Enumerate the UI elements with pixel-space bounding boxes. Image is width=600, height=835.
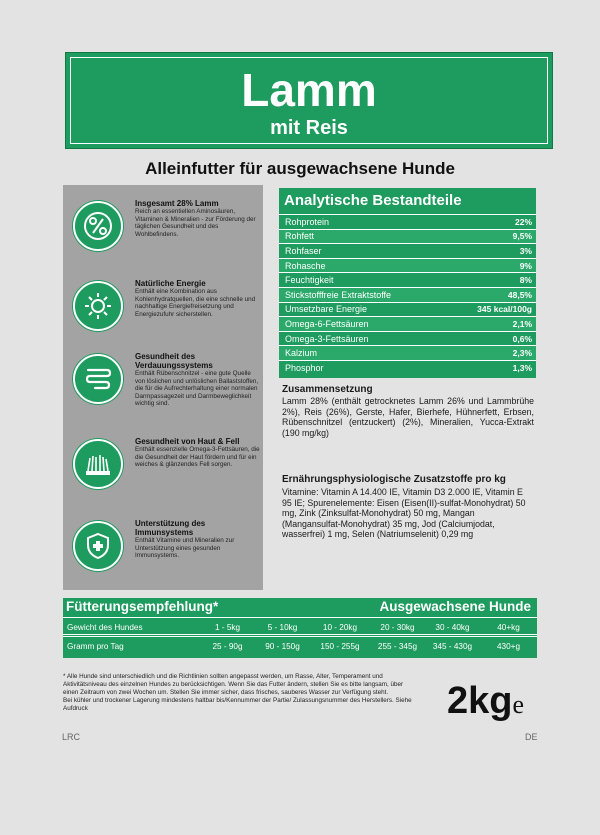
- benefits-panel: [63, 185, 263, 590]
- benefit-desc: Reich an essentiellen Aminosäuren, Vitaminen & Mineralien - zur Förderung der täglichen Gesundheit und des Wohlbefindens.: [135, 208, 256, 238]
- additives-text: Vitamine: Vitamin A 14.400 IE, Vitamin D3 2.000 IE, Vitamin E 95 IE; Spurenelemente: Eisen (Eisen(II)-sulfat-Monohydrat) 50 mg, Zink (Zinksulfat-Monohydrat) 50 mg, Mangan (Mangansulfat-Monohydrat) 35 mg, Jod (Calciumjodat, wasserfrei) 1 mg, Selen (Natriumselenit) 0,29 mg: [282, 487, 526, 540]
- row-label: Rohasche: [285, 260, 326, 271]
- row-label: Phosphor: [285, 362, 324, 373]
- row-label: Omega-3-Fettsäuren: [285, 333, 369, 344]
- table-row: [279, 331, 536, 346]
- weight-label: Gewicht des Hundes: [67, 622, 143, 632]
- footer-left-code: LRC: [62, 732, 81, 742]
- amount-cell: 90 - 150g: [265, 641, 300, 651]
- row-value: 48,5%: [507, 289, 532, 300]
- amount-cell: 25 - 90g: [212, 641, 243, 651]
- fur-icon: [73, 439, 123, 489]
- benefit-title: Unterstützung des Immunsystems: [135, 519, 206, 537]
- additives-title: Ernährungsphysiologische Zusatzstoffe pro kg: [282, 474, 506, 485]
- table-row: [279, 316, 536, 331]
- benefit-desc: Enthält Vitamine und Mineralien zur Unterstützung eines gesunden Immunsystems.: [135, 537, 235, 560]
- table-row: [279, 258, 536, 273]
- row-value: 9,5%: [512, 231, 532, 242]
- weight-cell: 5 - 10kg: [267, 622, 298, 632]
- sun-icon: [73, 281, 123, 331]
- table-row: [279, 302, 536, 317]
- amount-cell: 255 - 345g: [377, 641, 418, 651]
- analytic-table: [279, 188, 536, 378]
- weight-cell: 40+kg: [497, 622, 520, 632]
- benefit-desc: Enthält Rübenschnitzel - eine gute Quelle von löslichen und unlöslichen Ballaststoffen, die für die Aufrechterhaltung einer normalen Darmpassagezeit und Darmbeweglichkeit wichtig sind.: [135, 370, 259, 408]
- row-value: 2,1%: [512, 318, 532, 329]
- estimated-mark: e: [512, 690, 525, 719]
- feeding-title: Fütterungsempfehlung*: [66, 599, 219, 614]
- row-label: Rohfett: [285, 231, 315, 242]
- row-value: 345 kcal/100g: [477, 304, 532, 315]
- row-label: Stickstofffreie Extraktstoffe: [285, 289, 392, 300]
- shield-icon: [73, 521, 123, 571]
- row-label: Rohprotein: [285, 216, 330, 227]
- product-subtitle: mit Reis: [270, 117, 348, 139]
- feeding-subtitle: Ausgewachsene Hunde: [379, 599, 531, 614]
- weight-cell: 1 - 5kg: [214, 622, 241, 632]
- feeding-header: [63, 598, 537, 617]
- footnote: [63, 673, 418, 713]
- table-row: [279, 345, 536, 360]
- row-label: Omega-6-Fettsäuren: [285, 318, 369, 329]
- benefit-desc: Enthält essenzielle Omega-3-Fettsäuren, die die Gesundheit der Haut fördern und für ein weiches & glänzendes Fell sorgen.: [135, 446, 260, 469]
- table-row: [279, 272, 536, 287]
- composition-text: Lamm 28% (enthält getrocknetes Lamm 26% und Lammbrühe 2%), Reis (26%), Gerste, Hafer, Bierhefe, Hühnerfett, Erbsen, Rübenschnitzel (entzuckert) (2%), Mineralien, Yucca-Extrakt (190 mg/kg): [282, 396, 534, 438]
- benefit-desc: Enthält eine Kombination aus Kohlenhydratquellen, die eine schnelle und nachhaltige Energiefreisetzung und Energiezufuhr sicherstellen.: [135, 288, 256, 318]
- amount-cell: 150 - 255g: [320, 641, 360, 651]
- benefit-title: Gesundheit des Verdauungssystems: [135, 352, 213, 370]
- amount-label: Gramm pro Tag: [67, 641, 124, 651]
- weight-cell: 30 - 40kg: [435, 622, 470, 632]
- product-header: [65, 52, 553, 149]
- row-value: 0,6%: [512, 333, 532, 344]
- net-weight: [447, 680, 524, 726]
- product-tagline: Alleinfutter für ausgewachsene Hunde: [145, 159, 455, 178]
- percent-icon: [73, 201, 123, 251]
- intestine-icon: [73, 354, 123, 404]
- row-value: 9%: [519, 260, 532, 271]
- amount-cell: 430+g: [497, 641, 520, 651]
- product-title: Lamm: [241, 64, 377, 116]
- table-row: [279, 214, 536, 229]
- weight-cell: 10 - 20kg: [322, 622, 358, 632]
- table-row: [279, 229, 536, 244]
- footnote-storage: Bei kühler und trockener Lagerung mindestens haltbar bis/Kennummer der Partie/ Zulassungsnummer des Herstellers. Siehe Aufdruck: [63, 696, 412, 712]
- weight-cell: 20 - 30kg: [380, 622, 415, 632]
- row-value: 2,3%: [512, 348, 532, 359]
- table-row: [279, 360, 536, 375]
- row-label: Kalzium: [285, 348, 318, 359]
- feeding-table: [63, 598, 537, 658]
- table-row: [63, 636, 537, 655]
- analytic-title: Analytische Bestandteile: [279, 188, 536, 214]
- row-label: Rohfaser: [285, 245, 322, 256]
- weight-value: 2kg: [447, 680, 513, 722]
- benefit-title: Natürliche Energie: [135, 279, 206, 288]
- benefit-title: Insgesamt 28% Lamm: [135, 199, 219, 208]
- footnote-main: * Alle Hunde sind unterschiedlich und die Richtlinien sollten angepasst werden, um Rasse, Alter, Temperament und Aktivitätsniveau des einzelnen Hundes zu berücksichtigen. Wenn Sie das Futter ändern, stellen Sie es bitte langsam, über einen Zeitraum von zwei Wochen um. Stellen Sie immer sicher, dass frisches, sauberes Wasser zur Verfügung steht.: [63, 673, 404, 696]
- table-row: [279, 287, 536, 302]
- table-row: [279, 243, 536, 258]
- row-value: 1,3%: [512, 362, 532, 373]
- row-value: 22%: [514, 216, 532, 227]
- row-label: Umsetzbare Energie: [285, 304, 368, 315]
- row-value: 8%: [519, 275, 532, 286]
- footer-country-code: DE: [525, 732, 538, 742]
- row-value: 3%: [519, 245, 532, 256]
- row-label: Feuchtigkeit: [285, 275, 334, 286]
- benefit-title: Gesundheit von Haut & Fell: [135, 437, 240, 446]
- composition-title: Zusammensetzung: [282, 384, 373, 395]
- amount-cell: 345 - 430g: [432, 641, 473, 651]
